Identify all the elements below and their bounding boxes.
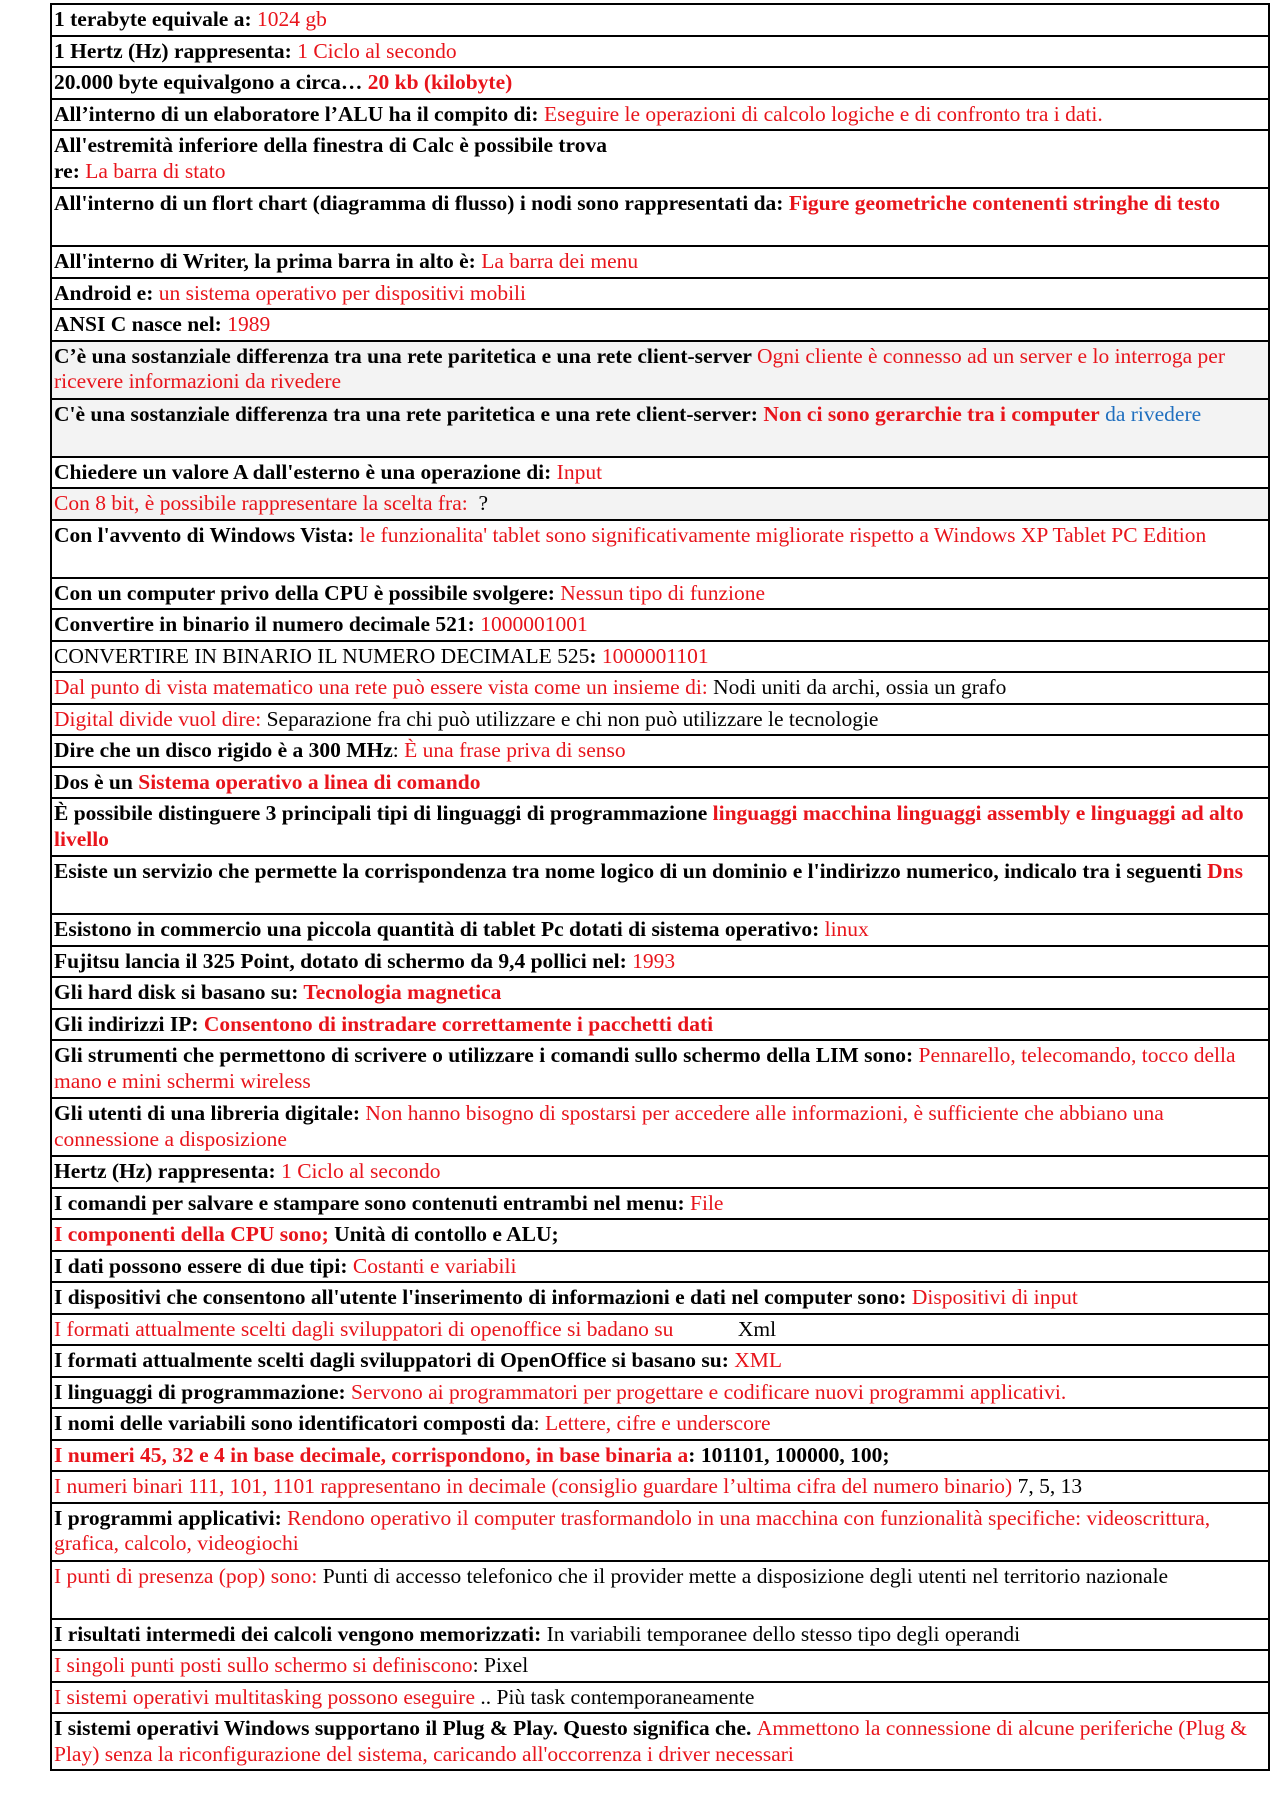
row-highlight-text: Ammettono la connessione di alcune periferiche (Plug & Play) senza la riconfigurazione del sistema, caricando all'occorrenza i driver necessari: [54, 1716, 1253, 1766]
table-row: [50, 1470, 1270, 1502]
row-text: All'estremità inferiore della finestra di Calc è possibile trova: [54, 133, 607, 157]
row-highlight-text: linux: [824, 917, 869, 941]
row-text: Separazione fra chi può utilizzare e chi non può utilizzare le tecnologie: [266, 706, 879, 731]
row-text: ANSI C nasce nel:: [54, 312, 228, 336]
row-text: 1 Hertz (Hz) rappresenta:: [54, 38, 298, 63]
row-text: Gli utenti di una libreria digitale:: [54, 1101, 366, 1125]
row-highlight-text: 1989: [227, 312, 271, 336]
table-row: [50, 3, 1270, 35]
table-row: [50, 913, 1270, 945]
row-highlight-text: File: [690, 1190, 724, 1215]
row-text: : 101101, 100000, 100;: [688, 1442, 890, 1467]
row-text: Dire che un disco rigido è a 300 MHz: [54, 738, 393, 762]
row-text: Con l'avvento di Windows Vista:: [54, 522, 360, 547]
row-text: I formati attualmente scelti dagli sviluppatori di OpenOffice si basano su:: [54, 1348, 735, 1372]
row-highlight-text: Non ci sono gerarchie tra i computer: [763, 401, 1100, 426]
row-text: da rivedere: [1099, 401, 1202, 426]
table-row: [50, 945, 1270, 977]
table-row: [50, 1712, 1270, 1771]
row-text: I comandi per salvare e stampare sono contenuti entrambi nel menu:: [54, 1190, 691, 1215]
table-row: [50, 1008, 1270, 1040]
row-highlight-text: La barra di stato: [79, 158, 226, 183]
row-highlight-text: le funzionalita' tablet sono significativamente migliorate rispetto a Windows XP Tablet PC Edition: [359, 522, 1207, 547]
table-row: [50, 608, 1270, 640]
row-text: I dispositivi che consentono all'utente l'inserimento di informazioni e dati nel computer sono:: [54, 1285, 912, 1309]
row-highlight-text: Input: [556, 459, 603, 484]
row-text: I nomi delle variabili sono identificatori composti da: [54, 1411, 534, 1435]
table-row: [50, 703, 1270, 735]
row-text: C’è una sostanziale differenza tra una rete paritetica e una rete client-server: [54, 343, 757, 368]
row-text: .. Più task contemporaneamente: [480, 1684, 755, 1709]
row-text: C'è una sostanziale differenza tra una rete paritetica e una rete client-server:: [54, 401, 764, 426]
row-text: Xml: [673, 1316, 777, 1341]
row-text: Fujitsu lancia il 325 Point, dotato di schermo da 9,4 pollici nel:: [54, 948, 633, 973]
row-text: Unità di contollo e ALU;: [334, 1222, 559, 1246]
row-text: Esiste un servizio che permette la corrispondenza tra nome logico di un dominio e l'indirizzo numerico, indicalo tra i seguenti: [54, 859, 1208, 883]
row-highlight-text: Dal punto di vista matematico una rete può essere vista come un insieme di:: [54, 675, 714, 699]
row-highlight-text: un sistema operativo per dispositivi mobili: [158, 280, 526, 305]
row-highlight-text: Eseguire le operazioni di calcolo logiche e di confronto tra i dati.: [543, 101, 1103, 126]
row-highlight-text: Tecnologia magnetica: [303, 980, 502, 1004]
table-row: [50, 1281, 1270, 1313]
row-text: I dati possono essere di due tipi:: [54, 1253, 353, 1278]
row-highlight-text: Servono ai programmatori per progettare e codificare nuovi programmi applicativi.: [351, 1379, 1067, 1404]
row-text: 20.000 byte equivalgono a circa…: [54, 70, 368, 94]
row-highlight-text: 1000001001: [480, 612, 588, 636]
row-text: Gli hard disk si basano su:: [54, 980, 304, 1004]
table-row: [50, 1649, 1270, 1681]
row-highlight-text: I punti di presenza (pop) sono:: [54, 1563, 323, 1588]
table-row: [50, 671, 1270, 703]
row-text: 1 terabyte equivale a:: [54, 7, 258, 31]
table-row: [50, 1560, 1270, 1618]
row-highlight-text: Rendono operativo il computer trasformandolo in una macchina con funzionalità specifiche: videoscrittura, grafica, calcolo, videogiochi: [54, 1505, 1216, 1555]
table-row: [50, 519, 1270, 577]
row-text: re:: [54, 158, 80, 183]
row-text: Gli strumenti che permettono di scrivere o utilizzare i comandi sullo schermo della LIM sono:: [54, 1043, 919, 1067]
table-row: [50, 308, 1270, 340]
row-highlight-text: 1 Ciclo al secondo: [281, 1159, 441, 1183]
table-row: [50, 340, 1270, 398]
table-row: [50, 1097, 1270, 1155]
row-highlight-text: Consentono di instradare correttamente i pacchetti dati: [203, 1011, 714, 1036]
row-highlight-text: Dispositivi di input: [911, 1285, 1078, 1309]
table-row: [50, 1502, 1270, 1560]
row-text: : Pixel: [472, 1653, 529, 1677]
row-highlight-text: linguaggi macchina linguaggi assembly e linguaggi ad alto livello: [54, 801, 1250, 851]
table-row: [50, 1155, 1270, 1187]
table-row: [50, 1344, 1270, 1376]
row-text: All'interno di Writer, la prima barra in alto è:: [54, 249, 476, 273]
row-highlight-text: 1993: [632, 948, 676, 973]
row-text: Gli indirizzi IP:: [54, 1011, 204, 1036]
row-highlight-text: Nessun tipo di funzione: [560, 580, 766, 605]
table-row: [50, 35, 1270, 67]
table-row: [50, 277, 1270, 309]
row-text: Nodi uniti da archi, ossia un grafo: [713, 675, 1007, 699]
table-row: [50, 734, 1270, 766]
row-highlight-text: Non hanno bisogno di spostarsi per accedere alle informazioni, è sufficiente che abbiano una connessione a disposizione: [54, 1101, 1170, 1151]
row-text: Con un computer privo della CPU è possibile svolgere:: [54, 580, 561, 605]
row-highlight-text: 1024 gb: [257, 7, 327, 31]
row-text: Dos è un: [54, 769, 139, 794]
row-text: CONVERTIRE IN BINARIO IL NUMERO DECIMALE 525: [54, 643, 590, 668]
table-row: [50, 487, 1270, 519]
table-row: [50, 1313, 1270, 1345]
table-row: [50, 976, 1270, 1008]
table-row: [50, 1218, 1270, 1250]
row-text: All'interno di un flort chart (diagramma di flusso) i nodi sono rappresentati da:: [54, 191, 789, 215]
table-row: [50, 1376, 1270, 1408]
row-highlight-text: XML: [734, 1348, 783, 1372]
table-row: [50, 1681, 1270, 1713]
row-highlight-text: 20 kb (kilobyte): [367, 70, 513, 94]
row-text: :: [392, 738, 405, 762]
row-text: All’interno di un elaboratore l’ALU ha il compito di:: [54, 101, 544, 126]
row-highlight-text: I singoli punti posti sullo schermo si definiscono: [54, 1653, 473, 1677]
row-highlight-text: 1000001101: [601, 643, 709, 668]
table-row: [50, 640, 1270, 672]
row-text: Hertz (Hz) rappresenta:: [54, 1159, 282, 1183]
table-row: [50, 1407, 1270, 1439]
row-text: I linguaggi di programmazione:: [54, 1379, 352, 1404]
row-highlight-text: I componenti della CPU sono;: [54, 1222, 335, 1246]
table-row: [50, 766, 1270, 798]
row-highlight-text: La barra dei menu: [475, 249, 639, 273]
row-highlight-text: Sistema operativo a linea di comando: [138, 769, 481, 794]
table-row: [50, 1039, 1270, 1097]
row-highlight-text: I sistemi operativi multitasking possono eseguire: [54, 1684, 481, 1709]
row-text: :: [533, 1411, 545, 1435]
row-highlight-text: Figure geometriche contenenti stringhe di testo: [788, 191, 1221, 215]
row-highlight-text: I numeri binari 111, 101, 1101 rappresentano in decimale (consiglio guardare l’ultima cifra del numero binario): [54, 1474, 1018, 1498]
row-highlight-text: I numeri 45, 32 e 4 in base decimale, corrispondono, in base binaria a: [54, 1442, 689, 1467]
row-text: Esistono in commercio una piccola quantità di tablet Pc dotati di sistema operativo:: [54, 917, 825, 941]
row-text: In variabili temporanee dello stesso tipo degli operandi: [546, 1621, 1021, 1646]
table-row: [50, 398, 1270, 456]
row-highlight-text: Digital divide vuol dire:: [54, 706, 267, 731]
row-text: Android e:: [54, 280, 159, 305]
table-row: [50, 797, 1270, 855]
table-row: [50, 129, 1270, 187]
table-row: [50, 855, 1270, 913]
table-row: [50, 577, 1270, 609]
table-row: [50, 245, 1270, 277]
row-text: I programmi applicativi:: [54, 1505, 288, 1530]
row-highlight-text: I formati attualmente scelti dagli sviluppatori di openoffice si badano su: [54, 1316, 674, 1341]
row-text: I risultati intermedi dei calcoli vengono memorizzati:: [54, 1621, 547, 1646]
qa-table: [50, 3, 1270, 1771]
row-text: Punti di accesso telefonico che il provider mette a disposizione degli utenti nel territorio nazionale: [322, 1563, 1169, 1588]
table-row: [50, 187, 1270, 245]
row-highlight-text: Dns: [1207, 859, 1243, 883]
row-highlight-text: Lettere, cifre e underscore: [544, 1411, 771, 1435]
row-highlight-text: Ogni cliente è connesso ad un server e lo interroga per ricevere informazioni da rivedere: [54, 343, 1231, 393]
row-highlight-text: Pennarello, telecomando, tocco della mano e mini schermi wireless: [54, 1043, 1241, 1093]
row-highlight-text: È una frase priva di senso: [404, 738, 626, 762]
table-row: [50, 456, 1270, 488]
table-row: [50, 1439, 1270, 1471]
table-row: [50, 66, 1270, 98]
row-text: Chiedere un valore A dall'esterno è una operazione di:: [54, 459, 557, 484]
table-row: [50, 1250, 1270, 1282]
row-text: :: [589, 643, 602, 668]
row-text: ?: [473, 491, 489, 515]
row-text: I sistemi operativi Windows supportano il Plug & Play. Questo significa che.: [54, 1716, 757, 1740]
row-highlight-text: Con 8 bit, è possibile rappresentare la scelta fra:: [54, 491, 474, 515]
row-highlight-text: Costanti e variabili: [352, 1253, 517, 1278]
table-row: [50, 1618, 1270, 1650]
row-highlight-text: 1 Ciclo al secondo: [297, 38, 457, 63]
row-text: È possibile distinguere 3 principali tipi di linguaggi di programmazione: [54, 801, 713, 825]
table-row: [50, 1187, 1270, 1219]
row-text: 7, 5, 13: [1017, 1474, 1083, 1498]
table-row: [50, 98, 1270, 130]
row-text: Convertire in binario il numero decimale 521:: [54, 612, 481, 636]
